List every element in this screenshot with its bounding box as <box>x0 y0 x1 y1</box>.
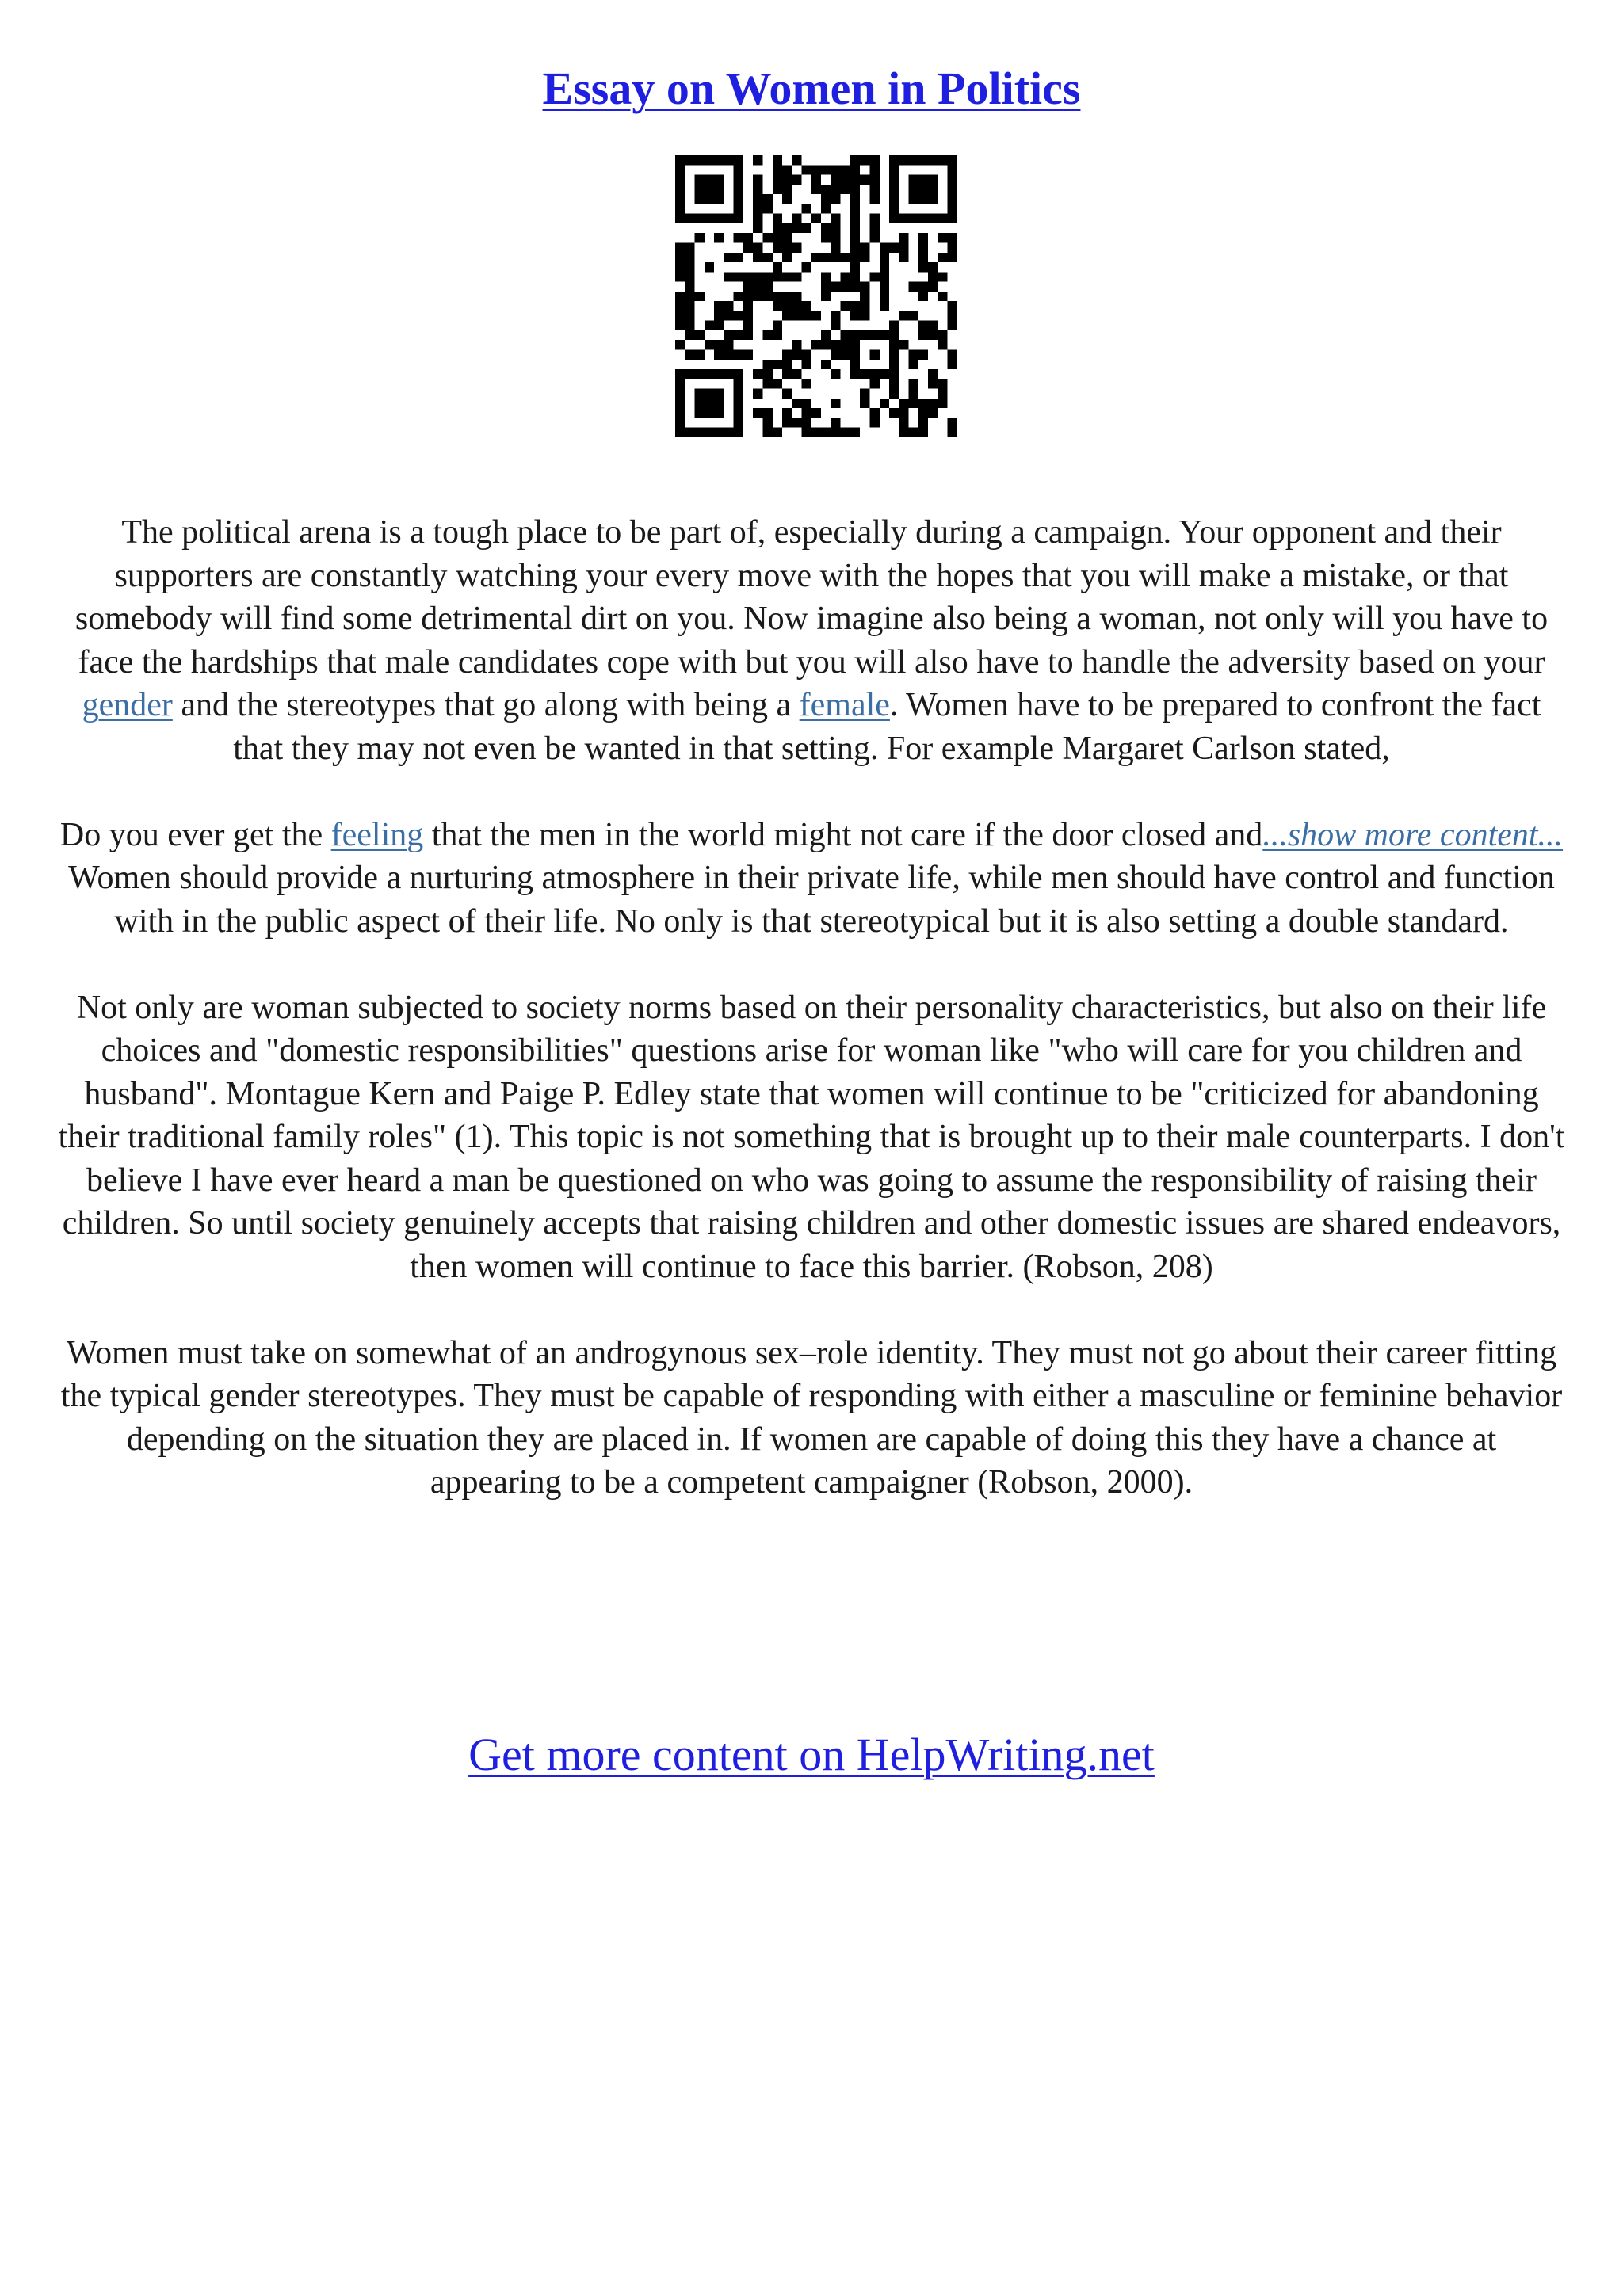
gender-link[interactable]: gender <box>82 687 173 723</box>
qr-code-image <box>675 155 957 437</box>
female-link[interactable]: female <box>799 687 890 723</box>
paragraph-5: Women must take on somewhat of an androgynous sex–role identity. They must not go about their career fitting the typical gender stereotypes. They must be capable of responding with either a masculine or feminine behavior depending on the situation they are placed in. If women are capable of doing this they have a chance at appearing to be a competent campaigner (Robson, 2000). <box>60 1334 1563 1501</box>
paragraph-4: Not only are woman subjected to society norms based on their personality characteristics, but also on their life choices and "domestic responsibilities" questions arise for woman like "who will care for you children and husband". Montague Kern and Paige P. Edley state that women will continue to be "criticized for abandoning their traditional family roles" (1). This topic is not something that is brought up to their male counterparts. I don't believe I have ever heard a man be questioned on who was going to assume the responsibility of raising their children. So until society genuinely accepts that raising children and other domestic issues are shared endeavors, then women will continue to face this barrier. (Robson, 208) <box>58 989 1565 1285</box>
helpwriting-link[interactable]: Get more content on HelpWriting.net <box>468 1729 1155 1780</box>
essay-body <box>57 511 1566 1505</box>
paragraph-1: The political arena is a tough place to be part of, especially during a campaign. Your opponent and their supporters are constantly watching your every move with the hopes that you will make a mistake, or that somebody will find some detrimental dirt on you. Now imagine also being a woman, not only will you have to face the hardships that male candidates cope with but you will also have to handle the adversity based on your gender and the stereotypes that go along with being a female. Women have to be prepared to confront the fact that they may not even be wanted in that setting. For example Margaret Carlson stated, <box>74 514 1549 767</box>
paragraph-2: Do you ever get the feeling that the men in the world might not care if the door closed and...show more content... <box>59 816 1564 853</box>
show-more-link[interactable]: ...show more content... <box>1262 816 1564 853</box>
document-title <box>0 57 1623 120</box>
paragraph-3: Women should provide a nurturing atmosphere in their private life, while men should have control and function with in the public aspect of their life. No only is that stereotypical but it is also setting a double standard. <box>68 860 1555 940</box>
footer <box>0 1723 1623 1787</box>
feeling-link[interactable]: feeling <box>330 816 424 853</box>
title-link[interactable]: Essay on Women in Politics <box>542 63 1081 114</box>
qr-code-graphic <box>675 155 957 437</box>
